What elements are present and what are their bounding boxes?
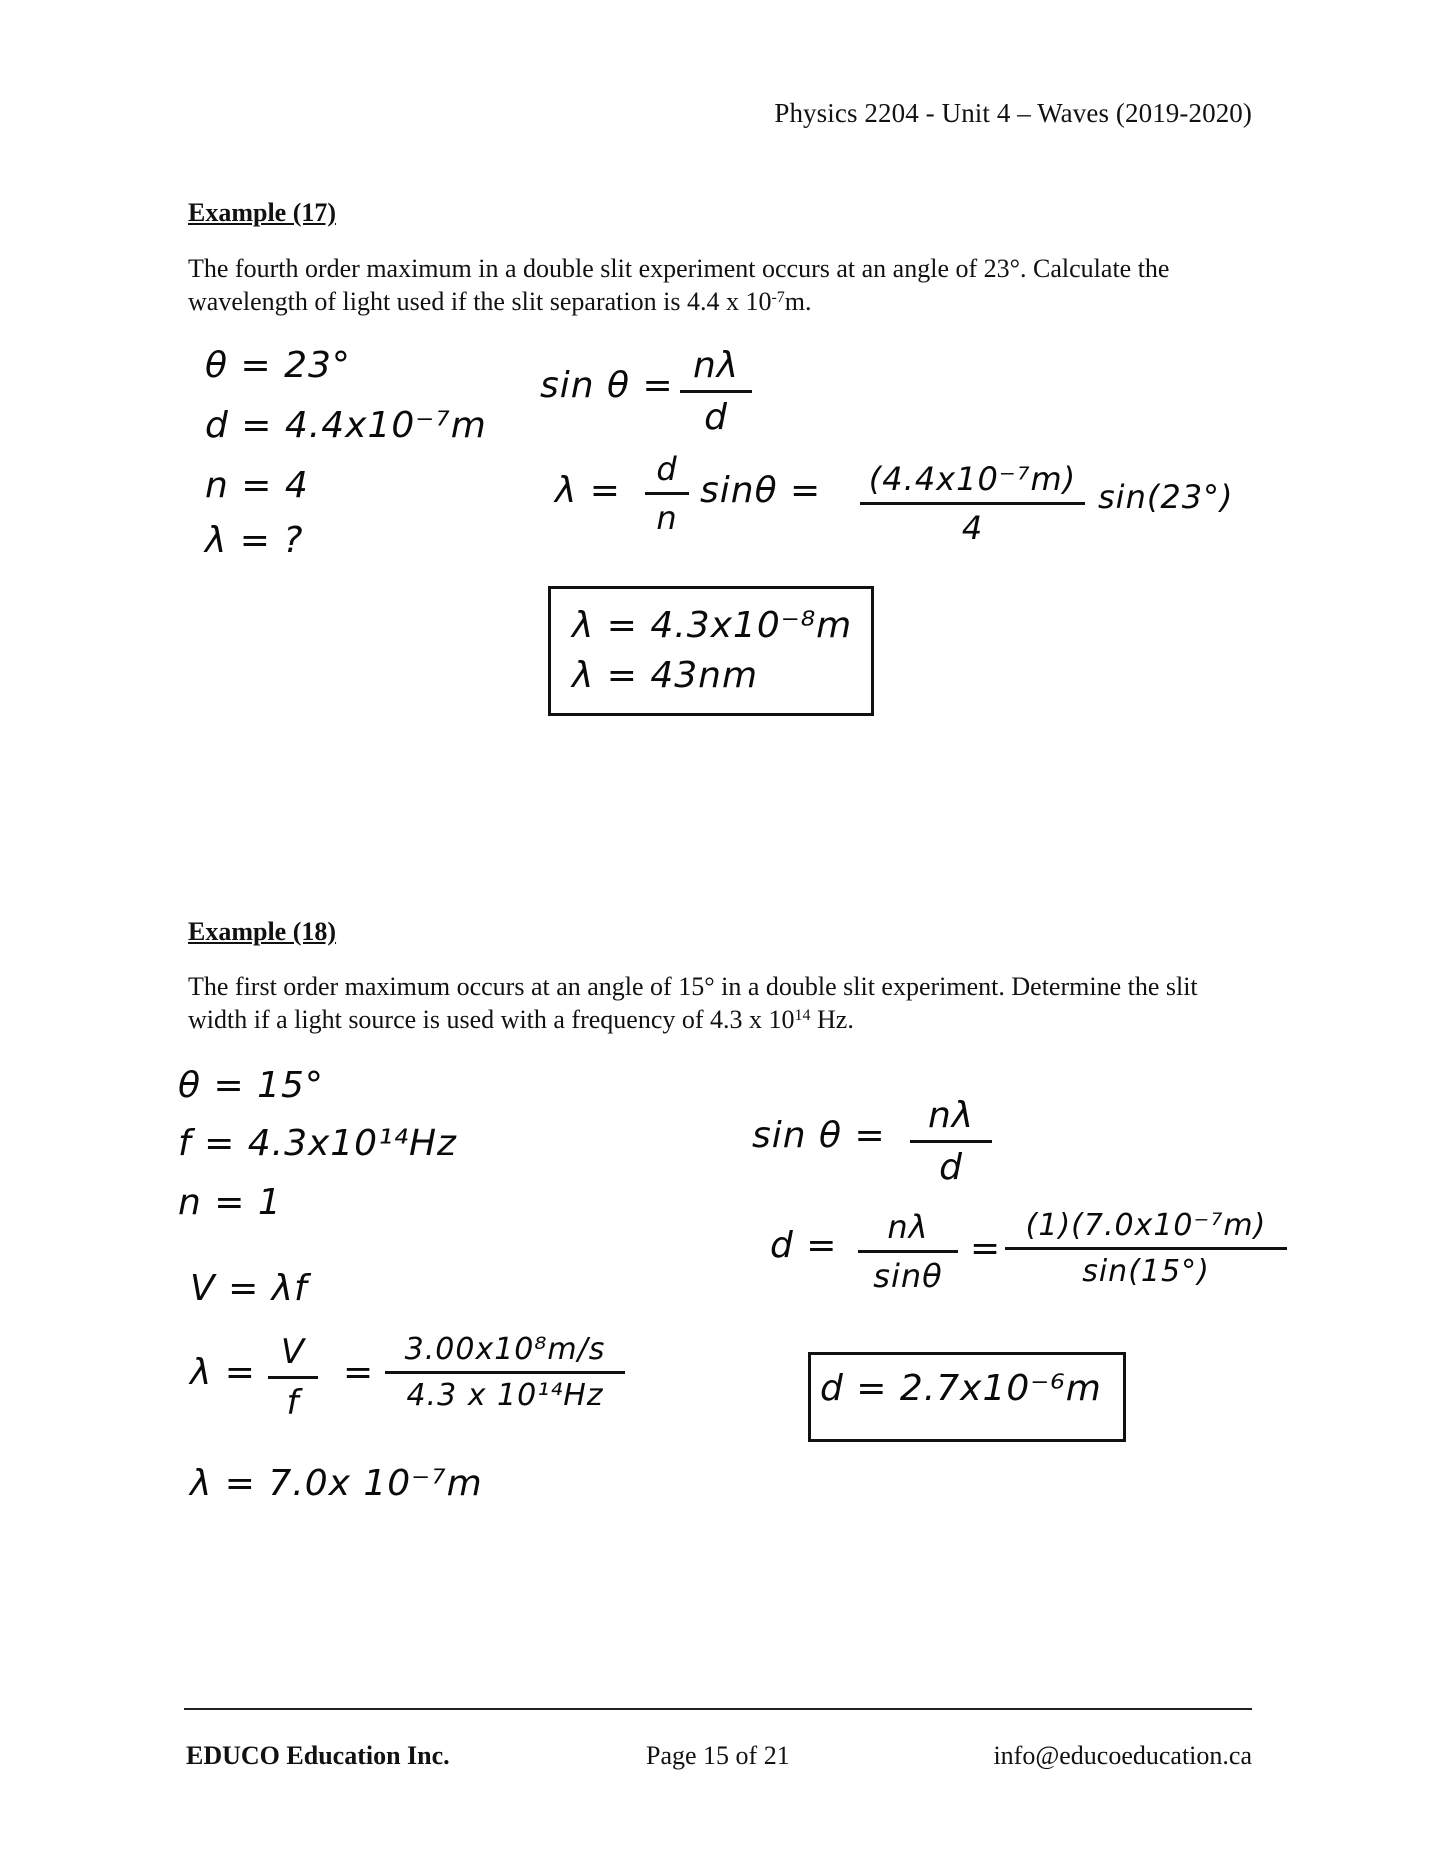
answer-lambda-nm: λ = 43nm [572,655,759,696]
given-theta: θ = 15° [178,1065,324,1106]
problem-line: wavelength of light used if the slit separation is 4.4 x $10^{-7}m$. [188,287,812,316]
solve-sin-theta: sinθ = [700,470,822,511]
lambda-result: λ = 7.0x 10⁻⁷m [190,1463,483,1504]
lambda-substitution: 3.00x10⁸m/s 4.3 x 10¹⁴Hz [385,1332,625,1413]
solve-substitution: (4.4x10⁻⁷m) 4 [860,460,1085,547]
solve-d-over-n: d n [645,450,689,537]
equals-sign: = [343,1352,375,1393]
problem-line: The fourth order maximum in a double slit experiment occurs at an angle of 23°. Calculate the [188,254,1170,283]
given-f: f = 4.3x10¹⁴Hz [178,1123,457,1164]
solve-substitution: (1)(7.0x10⁻⁷m) sin(15°) [1005,1208,1287,1289]
given-theta: θ = 23° [205,345,351,386]
footer-divider [184,1708,1252,1710]
solve-lhs: λ = [555,470,621,511]
example-17-problem [188,252,1254,318]
answer-d: d = 2.7x10⁻⁶m [820,1368,1102,1409]
given-n: n = 1 [178,1182,282,1223]
formula-fraction: nλ d [910,1095,992,1188]
footer-page-number: Page 15 of 21 [646,1741,790,1770]
example-18-problem [188,970,1254,1036]
page-header-title: Physics 2204 - Unit 4 – Waves (2019-2020) [774,98,1252,128]
given-d: d = 4.4x10⁻⁷m [205,405,487,446]
solve-n-lambda-over-sin: nλ sinθ [858,1208,958,1295]
equals-sign: = [970,1228,1002,1269]
problem-line: width if a light source is used with a frequency of 4.3 x $10^{14}$ Hz. [188,1005,854,1034]
lambda-lhs: λ = [190,1352,256,1393]
formula-lhs: sin θ = [540,365,674,406]
example-18-heading: Example (18) [188,917,337,946]
answer-lambda-m: λ = 4.3x10⁻⁸m [572,605,853,646]
given-lambda: λ = ? [205,520,304,561]
formula-fraction: nλ d [680,345,752,438]
solve-lhs: d = [770,1225,838,1266]
example-17-heading: Example (17) [188,198,337,227]
lambda-v-over-f: V f [268,1332,318,1423]
formula-lhs: sin θ = [752,1115,886,1156]
footer-email: info@educoeducation.ca [993,1741,1252,1770]
problem-line: The first order maximum occurs at an angle of 15° in a double slit experiment. Determine the slit [188,972,1198,1001]
wave-equation: V = λf [190,1268,308,1309]
footer-company: EDUCO Education Inc. [186,1741,450,1770]
solve-sin-23: sin(23°) [1098,478,1234,516]
given-n: n = 4 [205,465,309,506]
